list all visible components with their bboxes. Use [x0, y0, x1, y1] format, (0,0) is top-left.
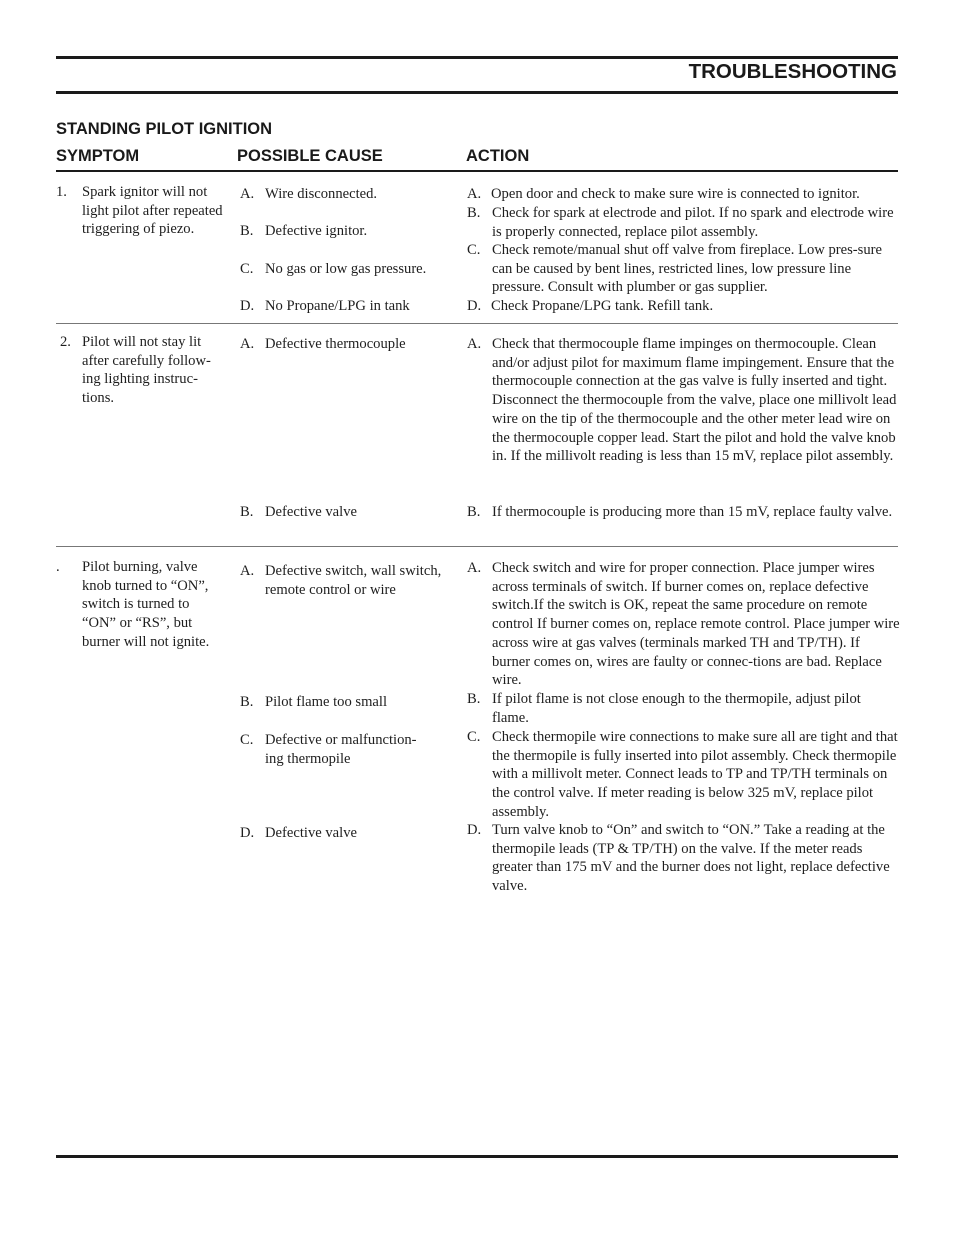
- header-rule: [56, 91, 898, 94]
- action-letter: D.: [467, 822, 482, 838]
- action-item: [467, 503, 901, 522]
- cause-text: Defective thermocouple: [265, 336, 406, 352]
- action-item: [467, 821, 901, 896]
- action-item: [467, 335, 901, 466]
- possible-cause-column-header: POSSIBLE CAUSE: [237, 147, 383, 165]
- symptom-column-header: SYMPTOM: [56, 147, 140, 165]
- symptom-number: 1.: [56, 184, 67, 200]
- action-letter: D.: [467, 298, 482, 314]
- symptom-cell: [56, 333, 226, 408]
- action-item: [467, 185, 901, 204]
- action-letter: C.: [467, 242, 481, 258]
- cause-letter: A.: [240, 186, 255, 202]
- column-header-rule: [56, 170, 898, 172]
- cause-letter: D.: [240, 825, 255, 841]
- cause-item: [240, 222, 455, 241]
- action-text: Open door and check to make sure wire is connected to ignitor.: [491, 186, 860, 202]
- cause-item: [240, 562, 455, 599]
- cause-item: [240, 185, 455, 204]
- cause-letter: B.: [240, 223, 254, 239]
- cause-letter: A.: [240, 563, 255, 579]
- action-item: [467, 204, 901, 241]
- cause-item: [240, 297, 455, 316]
- symptom-text: Pilot burning, valve knob turned to “ON”, switch is turned to “ON” or “RS”, but burner will not ignite.: [82, 559, 210, 650]
- cause-letter: D.: [240, 298, 255, 314]
- cause-text: No gas or low gas pressure.: [265, 261, 427, 277]
- cause-item: [240, 731, 455, 768]
- cause-letter: A.: [240, 336, 255, 352]
- cause-letter: C.: [240, 732, 254, 748]
- cause-letter: C.: [240, 261, 254, 277]
- action-text: Check remote/manual shut off valve from fireplace. Low pres-sure can be caused by bent lines, restricted lines, low pressure line pressure. Consult with plumber or gas supplier.: [492, 242, 882, 296]
- action-item: [467, 728, 901, 822]
- page-title: TROUBLESHOOTING: [688, 60, 897, 83]
- footer-rule: [56, 1155, 898, 1158]
- symptom-cell: [56, 558, 226, 652]
- action-item: [467, 559, 901, 690]
- action-text: Check thermopile wire connections to make sure all are tight and that the thermopile is fully inserted into pilot assembly. Check thermopile with a millivolt meter. Connect leads to TP and TP/TH terminals on the control valve. If meter reading is below 325 mV, replace pilot assembly.: [492, 729, 898, 820]
- cause-text: No Propane/LPG in tank: [265, 298, 410, 314]
- action-text: Check switch and wire for proper connection. Place jumper wires across terminals of switch. If burner comes on, replace defective switch.If the switch is OK, repeat the same procedure on remote control If burner comes on, replace remote control. Place jumper wire across wire at gas valves (terminals marked TH and TP/TH). If burner comes on, wires are faulty or connec-tions are bad. Replace wire.: [492, 560, 900, 689]
- action-text: If thermocouple is producing more than 15 mV, replace faulty valve.: [492, 504, 893, 520]
- top-rule: [56, 56, 898, 59]
- symptom-cell: [56, 183, 226, 239]
- cause-text: Defective switch, wall switch, remote control or wire: [265, 563, 442, 598]
- action-letter: B.: [467, 691, 481, 707]
- symptom-number: 2.: [60, 334, 71, 350]
- action-text: Check that thermocouple flame impinges on thermocouple. Clean and/or adjust pilot for maximum flame impingement. Ensure that the thermocouple connection at the gas valve is fully inserted and tight. Disconnect the thermocouple from the valve, place one millivolt lead wire on the tip of the thermocouple and the other meter lead wire on the thermocouple copper lead. Start the pilot and hold the valve knob in. If the millivolt reading is less than 15 mV, replace pilot assembly.: [492, 336, 897, 465]
- cause-letter: B.: [240, 694, 254, 710]
- cause-text: Defective valve: [265, 825, 357, 841]
- action-letter: A.: [467, 336, 482, 352]
- action-text: Check Propane/LPG tank. Refill tank.: [491, 298, 714, 314]
- action-letter: B.: [467, 205, 481, 221]
- action-letter: A.: [467, 186, 482, 202]
- symptom-text: Spark ignitor will not light pilot after repeated triggering of piezo.: [82, 184, 223, 238]
- cause-item: [240, 693, 455, 712]
- cause-text: Defective valve: [265, 504, 357, 520]
- row-divider: [56, 546, 898, 547]
- action-letter: C.: [467, 729, 481, 745]
- cause-item: [240, 335, 455, 354]
- action-text: If pilot flame is not close enough to the thermopile, adjust pilot flame.: [492, 691, 861, 726]
- cause-item: [240, 503, 455, 522]
- action-text: Check for spark at electrode and pilot. If no spark and electrode wire is properly connected, replace pilot assembly.: [492, 205, 894, 240]
- action-text: Turn valve knob to “On” and switch to “ON.” Take a reading at the thermopile leads (TP & TP/TH) on the valve. If the meter reads greater than 175 mV and the burner does not light, replace defective valve.: [492, 822, 890, 895]
- action-column-header: ACTION: [466, 147, 530, 165]
- cause-text: Wire disconnected.: [265, 186, 378, 202]
- symptom-number: .: [56, 559, 60, 575]
- action-item: [467, 297, 901, 316]
- action-item: [467, 241, 901, 297]
- symptom-text: Pilot will not stay lit after carefully follow-ing lighting instruc-tions.: [82, 334, 211, 407]
- cause-text: Defective ignitor.: [265, 223, 368, 239]
- cause-letter: B.: [240, 504, 254, 520]
- cause-text: Defective or malfunction-ing thermopile: [265, 732, 417, 767]
- cause-item: [240, 824, 455, 843]
- cause-text: Pilot flame too small: [265, 694, 388, 710]
- action-letter: B.: [467, 504, 481, 520]
- action-letter: A.: [467, 560, 482, 576]
- cause-item: [240, 260, 455, 279]
- row-divider: [56, 323, 898, 324]
- action-item: [467, 690, 901, 727]
- section-title: STANDING PILOT IGNITION: [56, 120, 273, 138]
